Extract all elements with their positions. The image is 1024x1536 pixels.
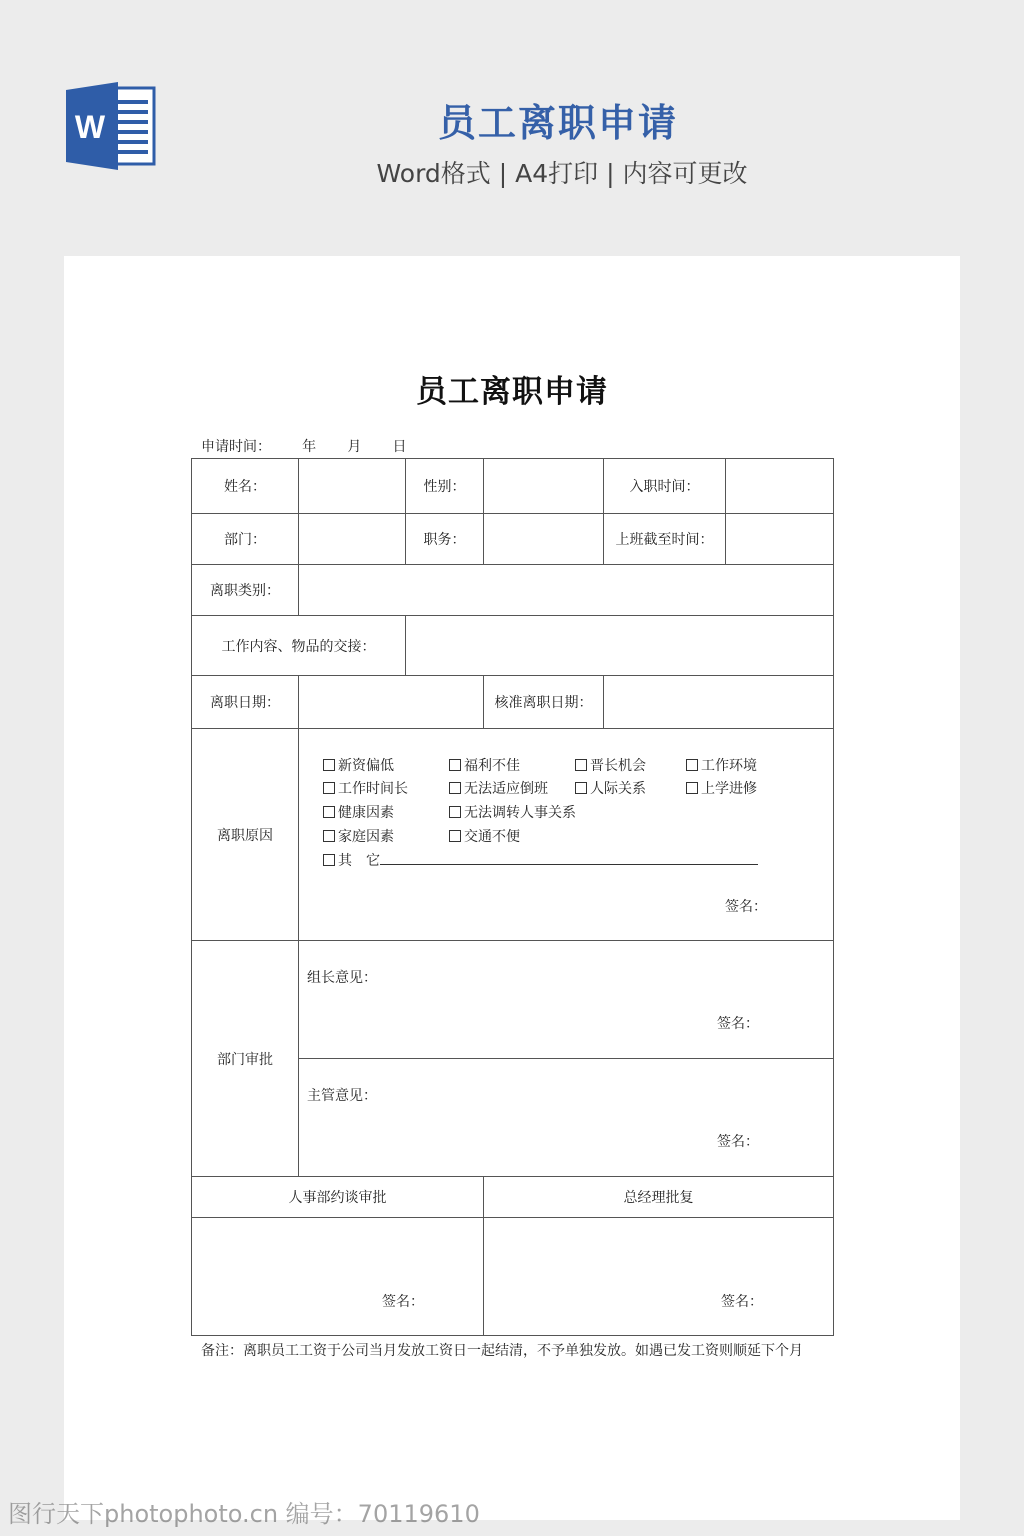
reason-option[interactable]: 人际关系 <box>575 778 646 798</box>
approved-resign-date-field[interactable] <box>604 676 834 729</box>
checkbox-icon[interactable] <box>323 759 335 771</box>
approved-resign-date-label: 核准离职日期： <box>484 676 604 729</box>
reason-option[interactable]: 健康因素 <box>323 802 394 822</box>
supervisor-opinion-cell[interactable] <box>299 1059 834 1177</box>
checkbox-icon[interactable] <box>449 806 461 818</box>
watermark: 图行天下photophoto.cn 编号：70119610 <box>8 1500 480 1528</box>
name-field[interactable] <box>299 459 406 514</box>
handover-label: 工作内容、物品的交接： <box>192 616 406 676</box>
reason-option[interactable]: 上学进修 <box>686 778 757 798</box>
resign-date-field[interactable] <box>299 676 484 729</box>
department-label: 部门： <box>192 514 299 565</box>
resignation-form-table <box>191 458 834 1336</box>
checkbox-icon[interactable] <box>575 782 587 794</box>
reason-other[interactable]: 其 它 <box>323 850 758 870</box>
checkbox-icon[interactable] <box>323 854 335 866</box>
hire-date-label: 入职时间： <box>604 459 726 514</box>
checkbox-icon[interactable] <box>686 782 698 794</box>
reason-option[interactable]: 福利不佳 <box>449 755 520 775</box>
reason-option[interactable]: 工作环境 <box>686 755 757 775</box>
reason-option[interactable]: 新资偏低 <box>323 755 394 775</box>
handover-field[interactable] <box>406 616 834 676</box>
name-label: 姓名： <box>192 459 299 514</box>
resign-date-label: 离职日期： <box>192 676 299 729</box>
hr-sign-label: 签名： <box>382 1294 424 1310</box>
apply-date-label: 申请时间： <box>201 439 271 455</box>
gm-sign-label: 签名： <box>721 1294 763 1310</box>
reason-option[interactable]: 晋长机会 <box>575 755 646 775</box>
reason-option[interactable]: 无法适应倒班 <box>449 778 548 798</box>
apply-date-year: 年 <box>302 439 317 455</box>
reason-option[interactable]: 无法调转人事关系 <box>449 802 576 822</box>
hr-approval-label: 人事部约谈审批 <box>192 1177 484 1218</box>
banner-subtitle: Word格式 | A4打印 | 内容可更改 <box>376 159 748 188</box>
leader-opinion-cell[interactable] <box>299 941 834 1059</box>
other-reason-line[interactable] <box>380 852 758 865</box>
logo-letter: W <box>74 109 106 145</box>
footnote: 备注：离职员工工资于公司当月发放工资日一起结清，不予单独发放。如遇已发工资则顺延下个月 <box>201 1343 803 1359</box>
checkbox-icon[interactable] <box>575 759 587 771</box>
resign-type-field[interactable] <box>299 565 834 616</box>
position-field[interactable] <box>484 514 604 565</box>
checkbox-icon[interactable] <box>449 782 461 794</box>
gender-field[interactable] <box>484 459 604 514</box>
apply-date-month: 月 <box>347 439 362 455</box>
supervisor-opinion-label: 主管意见： <box>307 1088 377 1104</box>
reason-cell <box>299 729 834 941</box>
supervisor-sign-label: 签名： <box>717 1134 759 1150</box>
header-banner <box>0 0 1024 256</box>
gm-approval-cell[interactable] <box>484 1218 834 1336</box>
apply-date-day: 日 <box>392 439 407 455</box>
reason-sign-label: 签名： <box>725 899 767 915</box>
leader-sign-label: 签名： <box>717 1016 759 1032</box>
apply-date-line <box>201 436 406 456</box>
dept-approval-label: 部门审批 <box>192 941 299 1177</box>
gender-label: 性别： <box>406 459 484 514</box>
department-field[interactable] <box>299 514 406 565</box>
checkbox-icon[interactable] <box>323 782 335 794</box>
hire-date-field[interactable] <box>726 459 834 514</box>
reason-option[interactable]: 家庭因素 <box>323 826 394 846</box>
checkbox-icon[interactable] <box>449 759 461 771</box>
gm-approval-label: 总经理批复 <box>484 1177 834 1218</box>
position-label: 职务： <box>406 514 484 565</box>
reason-label: 离职原因 <box>192 729 299 941</box>
banner-title: 员工离职申请 <box>437 101 678 145</box>
last-work-date-field[interactable] <box>726 514 834 565</box>
document-page <box>64 256 960 1520</box>
reason-option[interactable]: 交通不便 <box>449 826 520 846</box>
reason-option[interactable]: 工作时间长 <box>323 778 408 798</box>
checkbox-icon[interactable] <box>323 830 335 842</box>
resign-type-label: 离职类别： <box>192 565 299 616</box>
hr-approval-cell[interactable] <box>192 1218 484 1336</box>
checkbox-icon[interactable] <box>323 806 335 818</box>
document-title: 员工离职申请 <box>416 374 608 410</box>
checkbox-icon[interactable] <box>449 830 461 842</box>
leader-opinion-label: 组长意见： <box>307 970 377 986</box>
last-work-date-label: 上班截至时间： <box>604 514 726 565</box>
checkbox-icon[interactable] <box>686 759 698 771</box>
